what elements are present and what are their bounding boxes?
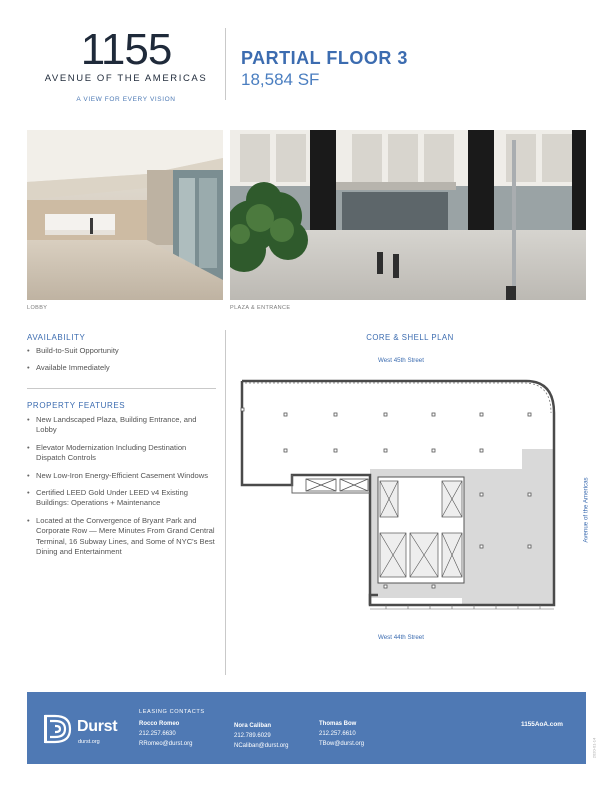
list-item: • Available Immediately bbox=[27, 363, 217, 373]
list-item: • New Landscaped Plaza, Building Entrance, and Lobby bbox=[27, 415, 217, 436]
plaza-caption: PLAZA & ENTRANCE bbox=[230, 305, 291, 311]
durst-logo-icon bbox=[43, 714, 73, 749]
contact-name: Thomas Bow bbox=[319, 721, 357, 727]
lobby-photo bbox=[27, 130, 223, 300]
building-logo bbox=[40, 25, 212, 103]
contact-phone[interactable]: 212.257.6630 bbox=[139, 731, 176, 737]
plan-title: CORE & SHELL PLAN bbox=[366, 333, 454, 342]
contact-card bbox=[139, 719, 192, 749]
column-divider bbox=[225, 330, 226, 675]
floor-plan bbox=[236, 373, 576, 628]
lobby-caption: LOBBY bbox=[27, 305, 48, 311]
logo-tagline: A VIEW FOR EVERY VISION bbox=[76, 96, 176, 103]
document-code-text: 2020-01-14 bbox=[591, 737, 597, 759]
availability-list bbox=[27, 346, 217, 381]
floor-area: 18,584 SF bbox=[241, 70, 320, 89]
contact-email[interactable]: NCaliban@durst.org bbox=[234, 743, 289, 749]
section-divider bbox=[27, 388, 216, 389]
street-label-north: West 45th Street bbox=[378, 357, 424, 364]
street-label-east-text: Avenue of the Americas bbox=[582, 477, 590, 543]
list-item: • Located at the Convergence of Bryant Park and Corporate Row — Mere Minutes From Grand Central Terminal, 16 Subway Lines, and Some of NYC's Best Dining and Entertainment bbox=[27, 516, 217, 558]
contact-phone[interactable]: 212.789.6029 bbox=[234, 733, 271, 739]
page-title: PARTIAL FLOOR 3 bbox=[241, 48, 408, 68]
footer-contacts bbox=[27, 692, 586, 764]
website-link[interactable]: 1155AoA.com bbox=[521, 721, 563, 728]
contact-email[interactable]: RRomeo@durst.org bbox=[139, 741, 193, 747]
availability-title: AVAILABILITY bbox=[27, 333, 86, 342]
list-item: • Elevator Modernization Including Destination Dispatch Controls bbox=[27, 443, 217, 464]
contact-card bbox=[234, 721, 288, 751]
street-label-south: West 44th Street bbox=[378, 634, 424, 641]
contact-name: Rocco Romeo bbox=[139, 721, 180, 727]
street-label-east bbox=[581, 460, 591, 560]
contact-phone[interactable]: 212.257.6610 bbox=[319, 731, 356, 737]
logo-number: 1155 bbox=[80, 25, 172, 74]
contact-email[interactable]: TBow@durst.org bbox=[319, 741, 365, 747]
features-list bbox=[27, 415, 217, 564]
list-item: • Certified LEED Gold Under LEED v4 Existing Buildings: Operations + Maintenance bbox=[27, 488, 217, 509]
contacts-heading: LEASING CONTACTS bbox=[139, 709, 205, 715]
list-item: • New Low-Iron Energy-Efficient Casement Windows bbox=[27, 471, 217, 481]
durst-logo-text: Durst bbox=[77, 718, 118, 735]
list-item: • Build-to-Suit Opportunity bbox=[27, 346, 217, 356]
logo-avenue: AVENUE OF THE AMERICAS bbox=[44, 73, 208, 84]
header-divider bbox=[225, 28, 226, 100]
plaza-photo bbox=[230, 130, 586, 300]
document-code bbox=[589, 728, 599, 768]
durst-url[interactable]: durst.org bbox=[78, 739, 100, 745]
features-title: PROPERTY FEATURES bbox=[27, 401, 126, 410]
contact-name: Nora Caliban bbox=[234, 723, 272, 729]
contact-card bbox=[319, 719, 364, 749]
